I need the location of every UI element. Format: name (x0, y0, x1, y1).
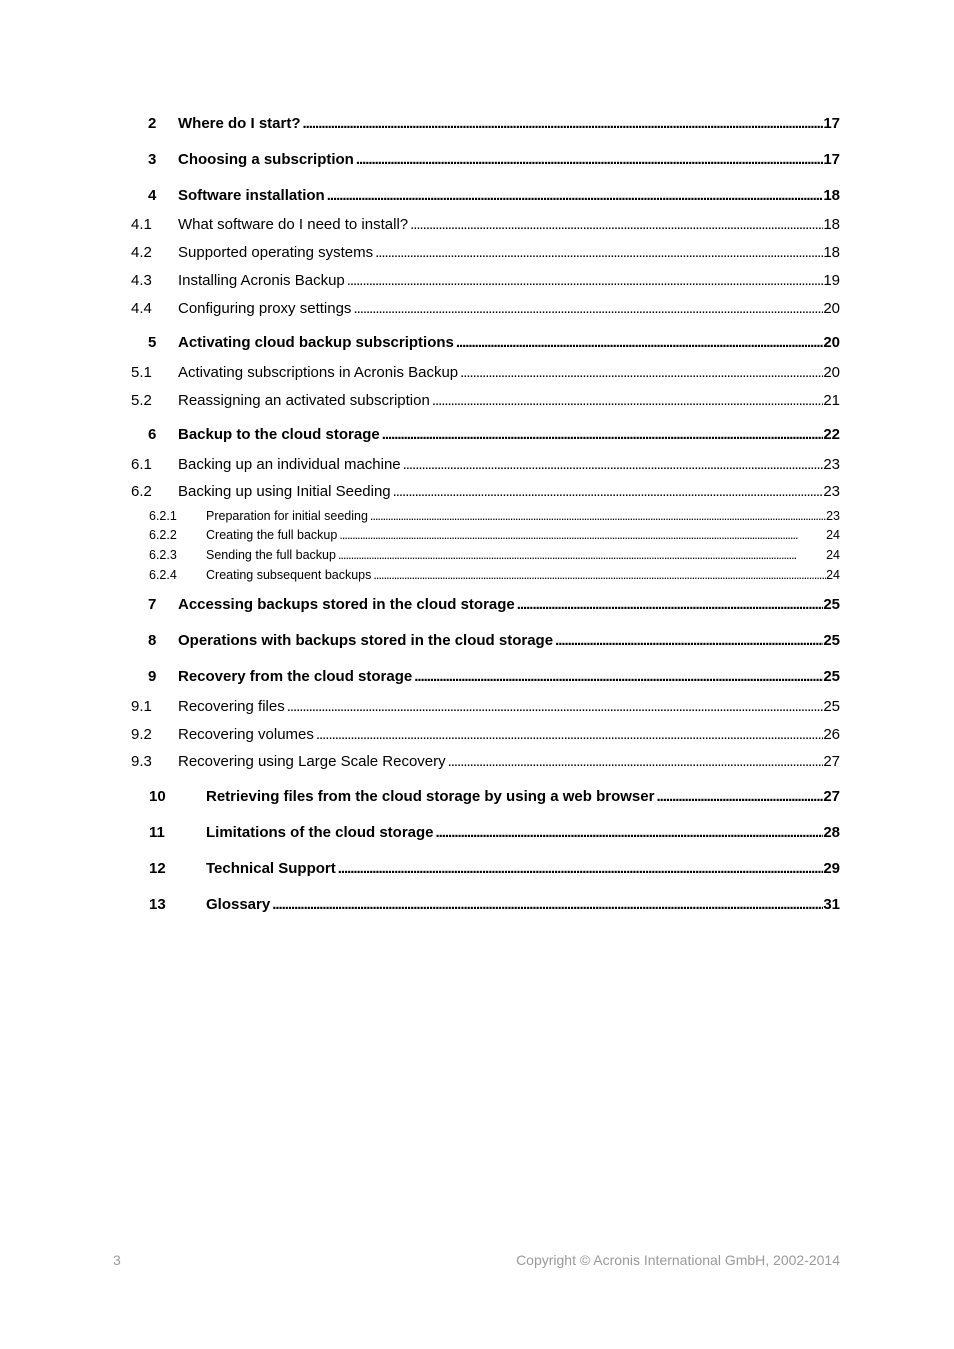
toc-entry[interactable] (0, 334, 954, 356)
toc-page: 27 (823, 753, 840, 770)
toc-title: Creating the full backup (206, 528, 338, 542)
toc-title: Backup to the cloud storage (178, 426, 380, 443)
toc-title: Installing Acronis Backup (178, 272, 345, 289)
toc-entry[interactable] (0, 668, 954, 690)
toc-title: Retrieving files from the cloud storage by using a web browser (206, 788, 655, 805)
toc-page: 23 (823, 483, 840, 500)
toc-number: 6.2.1 (149, 509, 177, 523)
toc-number: 8 (148, 632, 157, 649)
toc-number: 6.2.2 (149, 528, 177, 542)
toc-title: Choosing a subscription (178, 151, 354, 168)
toc-page: 29 (823, 860, 840, 877)
toc-title: Creating subsequent backups (206, 568, 372, 582)
toc-page: 24 (826, 528, 840, 542)
toc-entry[interactable] (0, 698, 954, 720)
toc-title: Backing up using Initial Seeding (178, 483, 391, 500)
toc-entry[interactable] (0, 528, 954, 550)
toc-number: 4.1 (131, 216, 152, 233)
toc-number: 5.1 (131, 364, 152, 381)
toc-title: Operations with backups stored in the cloud storage (178, 632, 554, 649)
toc-number: 7 (148, 596, 157, 613)
toc-title: Reassigning an activated subscription (178, 392, 430, 409)
page-number: 3 (113, 1252, 121, 1268)
toc-number: 11 (149, 824, 165, 841)
toc-entry[interactable] (0, 860, 954, 882)
toc-page: 18 (823, 216, 840, 233)
toc-page: 21 (823, 392, 840, 409)
toc-page: 24 (826, 568, 840, 582)
toc-title: Limitations of the cloud storage (206, 824, 434, 841)
toc-title: Recovering using Large Scale Recovery (178, 753, 446, 770)
toc-title: Supported operating systems (178, 244, 374, 261)
toc-title: Activating subscriptions in Acronis Backup (178, 364, 459, 381)
toc-page: 25 (823, 632, 840, 649)
toc-title: Where do I start? (178, 115, 301, 132)
toc-page: 23 (826, 509, 840, 523)
toc-entry[interactable] (0, 115, 954, 137)
toc-entry[interactable] (0, 726, 954, 748)
toc-number: 12 (149, 860, 166, 877)
toc-title: What software do I need to install? (178, 216, 409, 233)
toc-number: 4 (148, 187, 157, 204)
toc-entry[interactable] (0, 548, 954, 570)
toc-number: 9.3 (131, 753, 152, 770)
toc-page: 25 (823, 698, 840, 715)
toc-title: Preparation for initial seeding (206, 509, 368, 523)
toc-entry[interactable] (0, 456, 954, 478)
toc-entry[interactable] (0, 426, 954, 448)
toc-number: 6 (148, 426, 157, 443)
toc-page: 20 (823, 334, 840, 351)
toc-title: Configuring proxy settings (178, 300, 352, 317)
toc-page: 18 (823, 244, 840, 261)
copyright-notice: Copyright © Acronis International GmbH, 2002-2014 (516, 1252, 840, 1268)
toc-entry[interactable] (0, 632, 954, 654)
toc-number: 6.2.3 (149, 548, 177, 562)
toc-page: 17 (823, 151, 840, 168)
toc-title: Technical Support (206, 860, 336, 877)
toc-number: 9.2 (131, 726, 152, 743)
toc-page: 31 (823, 896, 840, 913)
toc-page: 25 (823, 668, 840, 685)
toc-number: 5.2 (131, 392, 152, 409)
toc-title: Software installation (178, 187, 325, 204)
toc-number: 5 (148, 334, 157, 351)
toc-page: 20 (823, 364, 840, 381)
toc-title: Recovering files (178, 698, 285, 715)
toc-entry[interactable] (0, 300, 954, 322)
toc-page: 20 (823, 300, 840, 317)
toc-number: 3 (148, 151, 157, 168)
toc-page: 23 (823, 456, 840, 473)
toc-entry[interactable] (0, 216, 954, 238)
toc-number: 13 (149, 896, 166, 913)
toc-number: 6.2 (131, 483, 152, 500)
toc-number: 2 (148, 115, 157, 132)
toc-number: 4.2 (131, 244, 152, 261)
toc-number: 6.2.4 (149, 568, 177, 582)
toc-page: 25 (823, 596, 840, 613)
toc-number: 9.1 (131, 698, 152, 715)
toc-title: Sending the full backup (206, 548, 336, 562)
toc-entry[interactable] (0, 392, 954, 414)
toc-title: Accessing backups stored in the cloud storage (178, 596, 515, 613)
toc-entry[interactable] (0, 244, 954, 266)
toc-entry[interactable] (0, 364, 954, 386)
toc-entry[interactable] (0, 788, 954, 810)
toc-page: 22 (823, 426, 840, 443)
toc-entry[interactable] (0, 187, 954, 209)
toc-number: 4.4 (131, 300, 152, 317)
toc-entry[interactable] (0, 483, 954, 505)
toc-page: 28 (823, 824, 840, 841)
toc-title: Backing up an individual machine (178, 456, 401, 473)
toc-number: 6.1 (131, 456, 152, 473)
toc-number: 9 (148, 668, 157, 685)
toc-entry[interactable] (0, 753, 954, 775)
toc-page: 19 (823, 272, 840, 289)
toc-number: 4.3 (131, 272, 152, 289)
toc-title: Recovery from the cloud storage (178, 668, 413, 685)
toc-page: 24 (826, 548, 840, 562)
toc-entry[interactable] (0, 896, 954, 918)
toc-title: Recovering volumes (178, 726, 314, 743)
toc-page: 18 (823, 187, 840, 204)
toc-title: Activating cloud backup subscriptions (178, 334, 454, 351)
toc-page: 27 (823, 788, 840, 805)
toc-entry[interactable] (0, 151, 954, 173)
toc-entry[interactable] (0, 824, 954, 846)
toc-title: Glossary (206, 896, 271, 913)
toc-page: 17 (823, 115, 840, 132)
toc-page: 26 (823, 726, 840, 743)
toc-entry[interactable] (0, 596, 954, 618)
toc-entry[interactable] (0, 272, 954, 294)
toc-number: 10 (149, 788, 166, 805)
toc-entry[interactable] (0, 568, 954, 590)
